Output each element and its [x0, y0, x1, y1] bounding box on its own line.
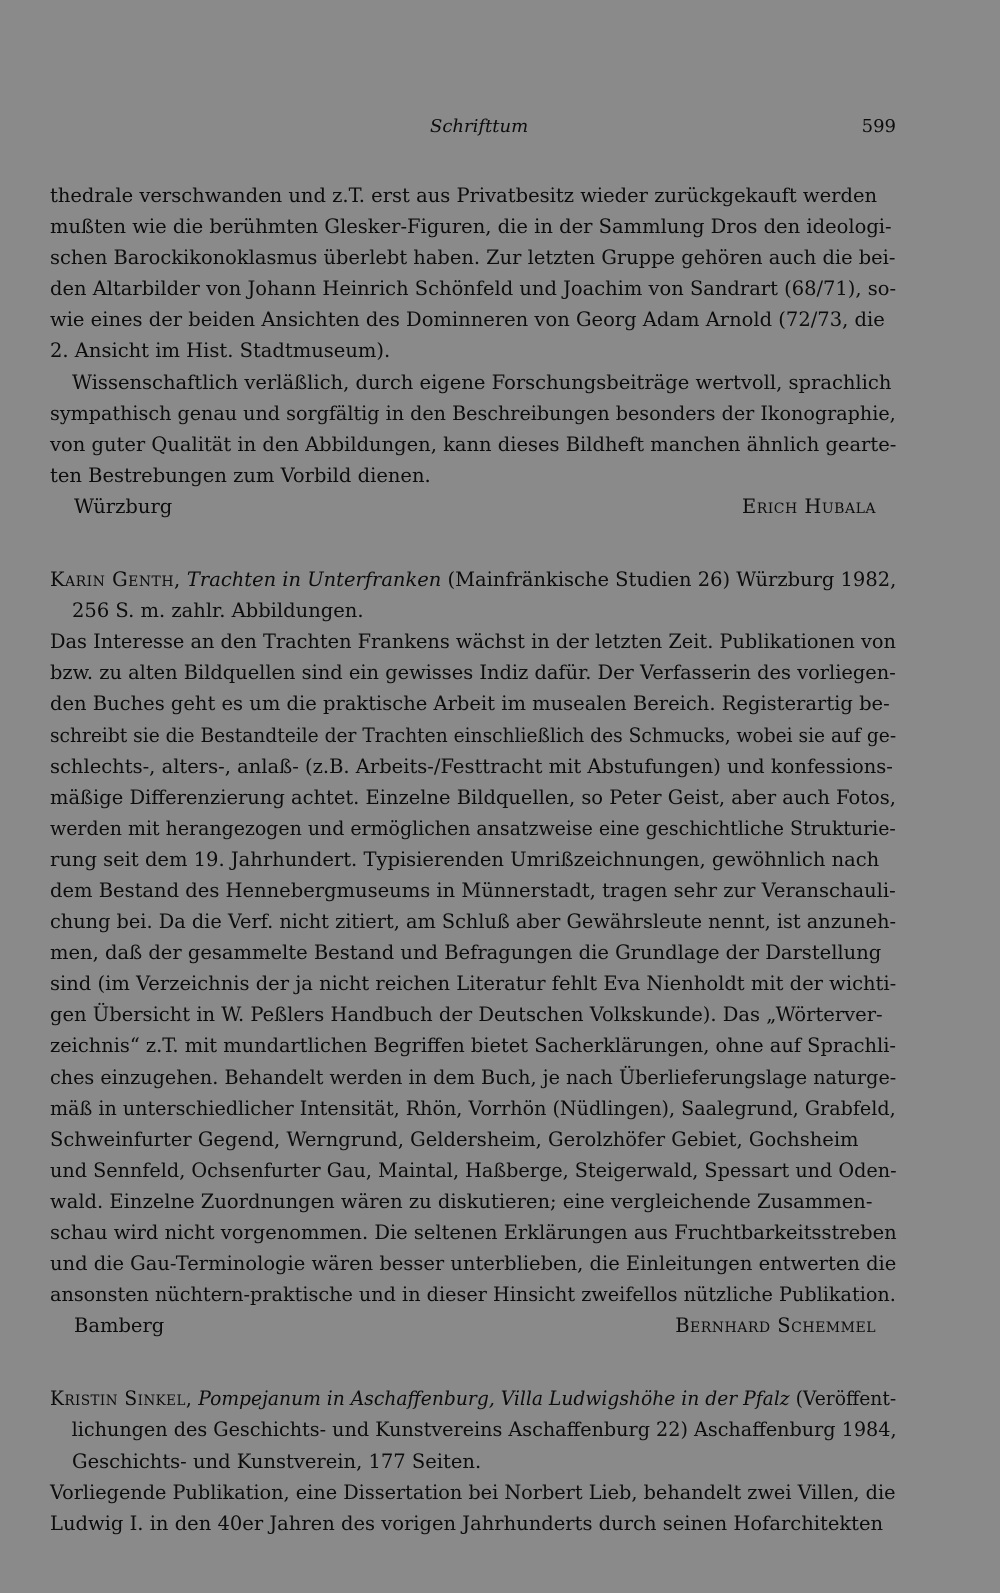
text-line: rung seit dem 19. Jahrhundert. Typisierenden Umrißzeichnungen, gewöhnlich nach: [50, 847, 880, 871]
reviewer-name: Erich Hubala: [741, 494, 876, 518]
reviewer-name: Bernhard Schemmel: [675, 1314, 876, 1338]
text-line: Wissenschaftlich verläßlich, durch eigene Forschungsbeiträge wertvoll, sprachlich: [72, 370, 892, 394]
bibliographic-entry: [50, 564, 896, 626]
text-line: schen Barockikonoklasmus überlebt haben. Zur letzten Gruppe gehören auch die bei-: [50, 246, 896, 270]
text-line: von guter Qualität in den Abbildungen, kann dieses Bildheft manchen ähnlich gearte-: [50, 432, 897, 456]
signature: [50, 1310, 896, 1341]
text-line: und die Gau-Terminologie wären besser unterblieben, die Einleitungen entwerten die: [50, 1252, 897, 1276]
text-line: schreibt sie die Bestandteile der Trachten einschließlich des Schmucks, wobei sie auf ge-: [50, 723, 897, 747]
text-line: thedrale verschwanden und z.T. erst aus Privatbesitz wieder zurückgekauft werden: [50, 184, 878, 207]
body-text: [50, 180, 896, 1539]
text-line: sympathisch genau und sorgfältig in den Beschreibungen besonders der Ikonographie,: [50, 401, 896, 425]
book-details-cont: Geschichts- und Kunstverein, 177 Seiten.: [72, 1449, 482, 1473]
book-author: Karin Genth,: [50, 568, 181, 592]
text-line: mußten wie die berühmten Glesker-Figuren, die in der Sammlung Dros den ideologi-: [50, 215, 892, 239]
text-line: den Altarbilder von Johann Heinrich Schönfeld und Joachim von Sandrart (68/71), so-: [50, 277, 897, 301]
text-line: den Buches geht es um die praktische Arbeit im musealen Bereich. Registerartig be-: [50, 692, 890, 716]
book-details: (Veröffent-: [795, 1387, 897, 1411]
text-line: Das Interesse an den Trachten Frankens wächst in der letzten Zeit. Publikationen von: [50, 630, 896, 654]
review-3: [50, 1383, 896, 1538]
review-1: [50, 180, 896, 522]
text-line: Ludwig I. in den 40er Jahren des vorigen Jahrhunderts durch seinen Hofarchitekten: [50, 1511, 884, 1535]
text-line: schlechts-, alters-, anlaß- (z.B. Arbeits-/Festtracht mit Abstufungen) und konfessions-: [50, 754, 893, 778]
text-line: gen Übersicht in W. Peßlers Handbuch der Deutschen Volkskunde). Das „Wörterver-: [50, 1003, 883, 1027]
text-line: mäßige Differenzierung achtet. Einzelne Bildquellen, so Peter Geist, aber auch Fotos,: [50, 785, 896, 809]
text-line: chung bei. Da die Verf. nicht zitiert, am Schluß aber Gewährsleute nennt, ist anzuneh-: [50, 910, 897, 934]
book-details-cont: 256 S. m. zahlr. Abbildungen.: [72, 599, 364, 623]
review-place: Bamberg: [74, 1314, 165, 1338]
text-line: zeichnis“ z.T. mit mundartlichen Begriffen bietet Sacherklärungen, ohne auf Sprachli-: [50, 1034, 896, 1058]
text-line: dem Bestand des Hennebergmuseums in Münnerstadt, tragen sehr zur Veranschauli-: [50, 878, 896, 902]
text-line: ansonsten nüchtern-praktische und in dieser Hinsicht zweifellos nützliche Publikation.: [50, 1283, 896, 1307]
text-line: und Sennfeld, Ochsenfurter Gau, Maintal, Haßberge, Steigerwald, Spessart und Oden-: [50, 1158, 897, 1182]
bibliographic-entry: [50, 1383, 896, 1476]
text-line: bzw. zu alten Bildquellen sind ein gewisses Indiz dafür. Der Verfasserin des vorliegen-: [50, 661, 896, 685]
text-line: ches einzugehen. Behandelt werden in dem Buch, je nach Überlieferungslage naturge-: [50, 1065, 897, 1089]
book-title: Trachten in Unterfranken: [186, 568, 442, 592]
review-place: Würzburg: [74, 494, 173, 518]
review-2: [50, 564, 896, 1341]
text-line: wie eines der beiden Ansichten des Dominneren von Georg Adam Arnold (72/73, die: [50, 308, 885, 332]
page-number: 599: [861, 116, 896, 137]
text-line: men, daß der gesammelte Bestand und Befragungen die Grundlage der Darstellung: [50, 941, 882, 965]
running-title: Schrifttum: [430, 116, 529, 137]
text-line: mäß in unterschiedlicher Intensität, Rhön, Vorrhön (Nüdlingen), Saalegrund, Grabfeld,: [50, 1096, 896, 1120]
text-line: schau wird nicht vorgenommen. Die seltenen Erklärungen aus Fruchtbarkeitsstreben: [50, 1221, 897, 1244]
text-line: Vorliegende Publikation, eine Dissertation bei Norbert Lieb, behandelt zwei Villen, die: [50, 1480, 896, 1504]
text-line: 2. Ansicht im Hist. Stadtmuseum).: [50, 339, 391, 363]
text-line: wald. Einzelne Zuordnungen wären zu diskutieren; eine vergleichende Zusammen-: [50, 1189, 873, 1213]
text-line: sind (im Verzeichnis der ja nicht reichen Literatur fehlt Eva Nienholdt mit der wichti-: [50, 972, 897, 996]
signature: [50, 491, 896, 522]
text-line: Schweinfurter Gegend, Werngrund, Geldersheim, Gerolzhöfer Gebiet, Gochsheim: [50, 1127, 859, 1151]
book-details-cont: lichungen des Geschichts- und Kunstvereins Aschaffenburg 22) Aschaffenburg 1984,: [71, 1418, 897, 1442]
book-title: Pompejanum in Aschaffenburg, Villa Ludwigshöhe in der Pfalz: [198, 1387, 790, 1411]
text-line: ten Bestrebungen zum Vorbild dienen.: [50, 463, 431, 487]
book-details: (Mainfränkische Studien 26) Würzburg 1982,: [447, 568, 897, 592]
book-author: Kristin Sinkel,: [50, 1387, 193, 1411]
text-line: werden mit herangezogen und ermöglichen ansatzweise eine geschichtliche Strukturie-: [50, 816, 896, 840]
running-header: [0, 116, 1000, 142]
